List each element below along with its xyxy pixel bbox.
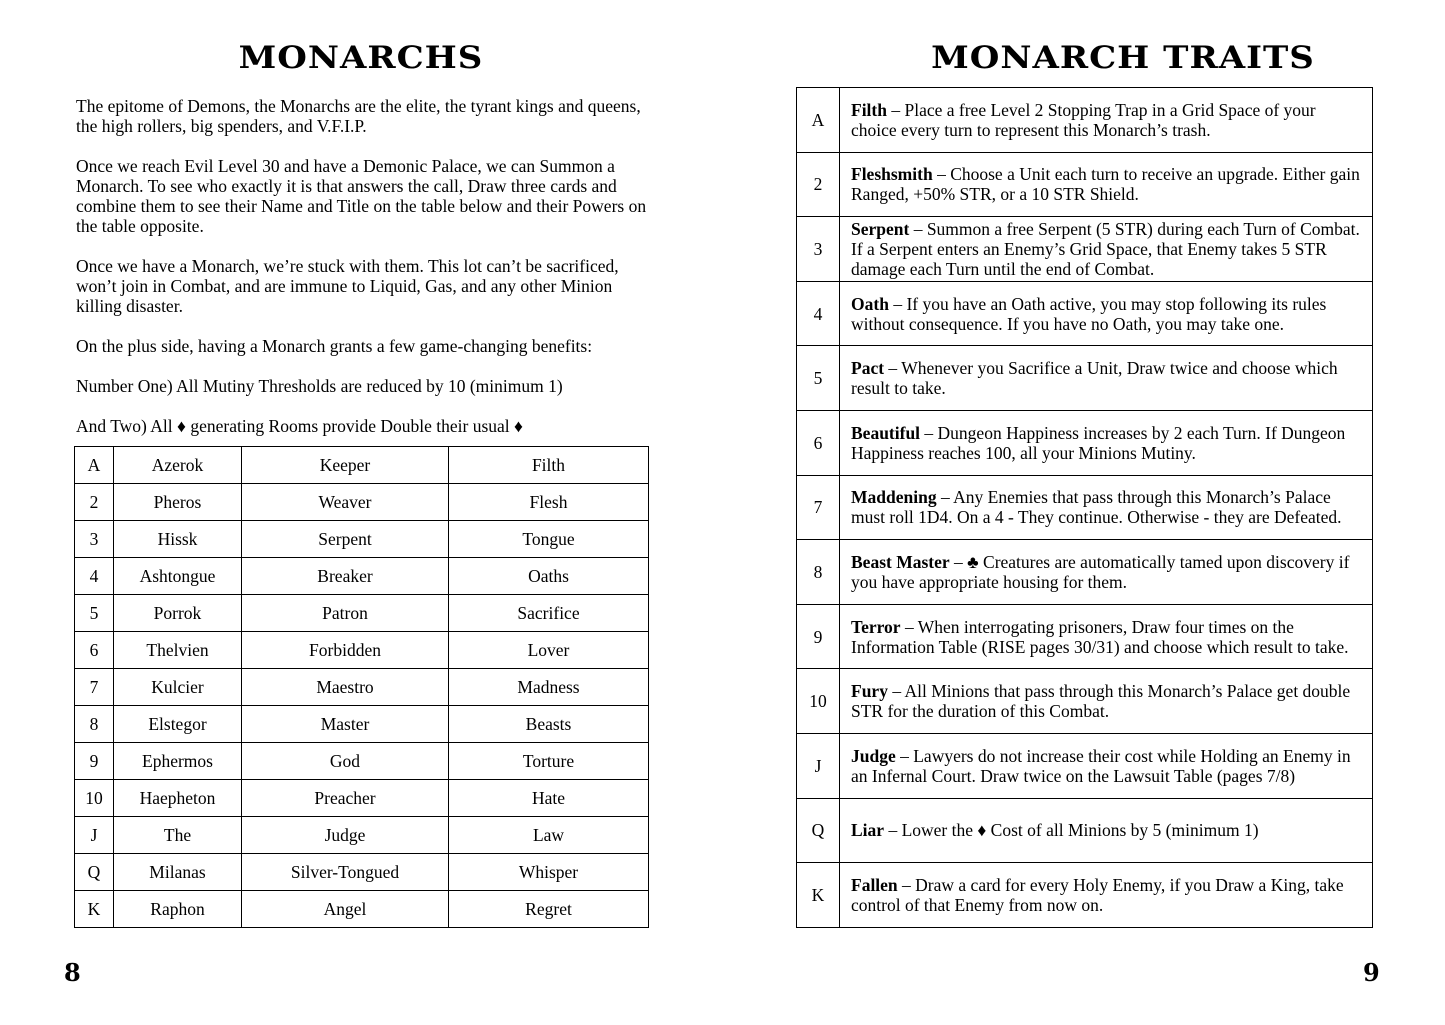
table-row <box>797 604 1373 669</box>
trait-description-cell <box>840 281 1373 346</box>
card-key-cell: 8 <box>75 706 114 743</box>
table-row <box>75 558 649 595</box>
trait-name: Judge <box>851 745 896 766</box>
card-key-cell: J <box>797 733 840 798</box>
trait-description-cell <box>840 798 1373 863</box>
monarch-name-cell: The <box>114 817 242 854</box>
card-key-cell: 7 <box>75 669 114 706</box>
trait-text: – If you have an Oath active, you may stop following its rules without consequence. If you have no Oath, you may take one. <box>851 293 1327 334</box>
page-title: MONARCHS <box>238 39 484 77</box>
trait-description-cell <box>840 669 1373 734</box>
page-number: 9 <box>1363 958 1380 987</box>
trait-name: Oath <box>851 293 889 314</box>
card-key-cell: J <box>75 817 114 854</box>
card-key-cell: 10 <box>75 780 114 817</box>
monarch-title-cell: Keeper <box>242 447 449 484</box>
monarch-traits-table <box>796 87 1373 928</box>
trait-description-cell <box>840 217 1373 282</box>
table-row <box>797 798 1373 863</box>
trait-description-cell <box>840 604 1373 669</box>
monarch-domain-cell: Whisper <box>449 854 649 891</box>
trait-text: – Lower the ♦ Cost of all Minions by 5 (minimum 1) <box>884 820 1259 841</box>
trait-name: Beautiful <box>851 422 921 443</box>
monarch-title-cell: Master <box>242 706 449 743</box>
monarch-domain-cell: Oaths <box>449 558 649 595</box>
table-row <box>797 540 1373 605</box>
trait-text: – Any Enemies that pass through this Monarch’s Palace must roll 1D4. On a 4 - They continue. Otherwise - they are Defeated. <box>851 487 1342 528</box>
intro-paragraph: Once we have a Monarch, we’re stuck with them. This lot can’t be sacrificed, won’t join in Combat, and are immune to Liquid, Gas, and any other Minion killing disaster. <box>76 256 619 316</box>
monarch-domain-cell: Flesh <box>449 484 649 521</box>
table-row <box>797 733 1373 798</box>
monarch-title-cell: Preacher <box>242 780 449 817</box>
table-row <box>75 447 649 484</box>
table-row <box>797 669 1373 734</box>
monarch-title-cell: Serpent <box>242 521 449 558</box>
card-key-cell: 10 <box>797 669 840 734</box>
table-row <box>75 706 649 743</box>
trait-description-cell <box>840 88 1373 153</box>
card-key-cell: K <box>75 891 114 928</box>
table-row <box>75 484 649 521</box>
intro-paragraph: And Two) All ♦ generating Rooms provide Double their usual ♦ <box>76 416 523 436</box>
card-key-cell: 2 <box>75 484 114 521</box>
monarch-name-cell: Ephermos <box>114 743 242 780</box>
monarch-domain-cell: Tongue <box>449 521 649 558</box>
trait-name: Beast Master <box>851 551 950 572</box>
trait-text: – All Minions that pass through this Monarch’s Palace get double STR for the duration of this Combat. <box>851 681 1351 722</box>
monarch-name-cell: Thelvien <box>114 632 242 669</box>
table-row <box>797 281 1373 346</box>
card-key-cell: 5 <box>75 595 114 632</box>
table-row <box>797 475 1373 540</box>
table-row <box>75 669 649 706</box>
trait-name: Terror <box>851 616 901 637</box>
table-row <box>75 743 649 780</box>
table-row <box>797 410 1373 475</box>
table-row <box>797 152 1373 217</box>
trait-description-cell <box>840 475 1373 540</box>
monarch-title-cell: Forbidden <box>242 632 449 669</box>
monarch-names-table <box>74 446 649 928</box>
trait-text: – ♣ Creatures are automatically tamed upon discovery if you have appropriate housing for them. <box>851 551 1350 592</box>
monarch-title-cell: Judge <box>242 817 449 854</box>
monarch-title-cell: Breaker <box>242 558 449 595</box>
page-title: MONARCH TRAITS <box>931 39 1315 77</box>
intro-paragraph: Once we reach Evil Level 30 and have a Demonic Palace, we can Summon a Monarch. To see who exactly it is that answers the call, Draw three cards and combine them to see their Name and Title on the table below and their Powers on the table opposite. <box>76 156 647 236</box>
trait-name: Fleshsmith <box>851 164 933 185</box>
trait-text: – Lawyers do not increase their cost while Holding an Enemy in an Infernal Court. Draw twice on the Lawsuit Table (pages 7/8) <box>851 745 1351 786</box>
monarch-name-cell: Haepheton <box>114 780 242 817</box>
monarch-title-cell: God <box>242 743 449 780</box>
monarch-domain-cell: Regret <box>449 891 649 928</box>
monarch-name-cell: Kulcier <box>114 669 242 706</box>
intro-paragraph: On the plus side, having a Monarch grants a few game-changing benefits: <box>76 336 593 356</box>
trait-name: Maddening <box>851 487 937 508</box>
trait-text: – Choose a Unit each turn to receive an upgrade. Either gain Ranged, +50% STR, or a 10 STR Shield. <box>851 164 1360 205</box>
table-row <box>797 346 1373 411</box>
card-key-cell: 9 <box>797 604 840 669</box>
monarch-title-cell: Patron <box>242 595 449 632</box>
table-row <box>797 863 1373 928</box>
card-key-cell: K <box>797 863 840 928</box>
card-key-cell: 5 <box>797 346 840 411</box>
table-row <box>797 88 1373 153</box>
table-row <box>75 891 649 928</box>
monarch-name-cell: Ashtongue <box>114 558 242 595</box>
card-key-cell: Q <box>75 854 114 891</box>
card-key-cell: 3 <box>797 217 840 282</box>
monarch-name-cell: Porrok <box>114 595 242 632</box>
trait-text: – When interrogating prisoners, Draw four times on the Information Table (RISE pages 30/31) and choose which result to take. <box>851 616 1349 657</box>
monarch-title-cell: Maestro <box>242 669 449 706</box>
monarch-domain-cell: Torture <box>449 743 649 780</box>
table-row <box>75 521 649 558</box>
table-row <box>75 595 649 632</box>
monarch-domain-cell: Lover <box>449 632 649 669</box>
trait-description-cell <box>840 152 1373 217</box>
card-key-cell: 7 <box>797 475 840 540</box>
trait-description-cell <box>840 346 1373 411</box>
monarch-domain-cell: Law <box>449 817 649 854</box>
monarch-title-cell: Angel <box>242 891 449 928</box>
monarch-domain-cell: Hate <box>449 780 649 817</box>
monarch-domain-cell: Sacrifice <box>449 595 649 632</box>
card-key-cell: Q <box>797 798 840 863</box>
intro-text <box>76 96 654 456</box>
monarch-domain-cell: Madness <box>449 669 649 706</box>
monarch-title-cell: Weaver <box>242 484 449 521</box>
trait-name: Fury <box>851 681 888 702</box>
table-row <box>75 632 649 669</box>
card-key-cell: 6 <box>797 410 840 475</box>
card-key-cell: 4 <box>797 281 840 346</box>
page-number: 8 <box>64 958 81 987</box>
trait-text: – Summon a free Serpent (5 STR) during each Turn of Combat. If a Serpent enters an Enemy’s Grid Space, that Enemy takes 5 STR damage each Turn until the end of Combat. <box>851 218 1360 279</box>
intro-paragraph: The epitome of Demons, the Monarchs are the elite, the tyrant kings and queens, the high rollers, big spenders, and V.F.I.P. <box>76 96 641 136</box>
card-key-cell: 8 <box>797 540 840 605</box>
trait-text: – Place a free Level 2 Stopping Trap in a Grid Space of your choice every turn to represent this Monarch’s trash. <box>851 99 1316 140</box>
trait-name: Pact <box>851 358 885 379</box>
trait-description-cell <box>840 733 1373 798</box>
table-row <box>75 854 649 891</box>
card-key-cell: 9 <box>75 743 114 780</box>
card-key-cell: 6 <box>75 632 114 669</box>
trait-name: Fallen <box>851 874 898 895</box>
monarch-domain-cell: Filth <box>449 447 649 484</box>
card-key-cell: 3 <box>75 521 114 558</box>
trait-description-cell <box>840 863 1373 928</box>
monarch-name-cell: Pheros <box>114 484 242 521</box>
trait-text: – Whenever you Sacrifice a Unit, Draw twice and choose which result to take. <box>851 358 1338 399</box>
left-page <box>0 0 722 1025</box>
monarch-name-cell: Azerok <box>114 447 242 484</box>
monarch-domain-cell: Beasts <box>449 706 649 743</box>
monarch-name-cell: Elstegor <box>114 706 242 743</box>
card-key-cell: 2 <box>797 152 840 217</box>
trait-text: – Dungeon Happiness increases by 2 each Turn. If Dungeon Happiness reaches 100, all your Minions Mutiny. <box>851 422 1346 463</box>
monarch-name-cell: Hissk <box>114 521 242 558</box>
intro-paragraph: Number One) All Mutiny Thresholds are reduced by 10 (minimum 1) <box>76 376 563 396</box>
right-page <box>722 0 1445 1025</box>
trait-description-cell <box>840 410 1373 475</box>
card-key-cell: A <box>797 88 840 153</box>
trait-text: – Draw a card for every Holy Enemy, if you Draw a King, take control of that Enemy from now on. <box>851 874 1344 915</box>
trait-name: Filth <box>851 99 887 120</box>
card-key-cell: A <box>75 447 114 484</box>
table-row <box>75 780 649 817</box>
table-row <box>75 817 649 854</box>
monarch-name-cell: Raphon <box>114 891 242 928</box>
table-row <box>797 217 1373 282</box>
monarch-title-cell: Silver-Tongued <box>242 854 449 891</box>
monarch-name-cell: Milanas <box>114 854 242 891</box>
trait-name: Liar <box>851 820 885 841</box>
trait-description-cell <box>840 540 1373 605</box>
card-key-cell: 4 <box>75 558 114 595</box>
trait-name: Serpent <box>851 218 910 239</box>
